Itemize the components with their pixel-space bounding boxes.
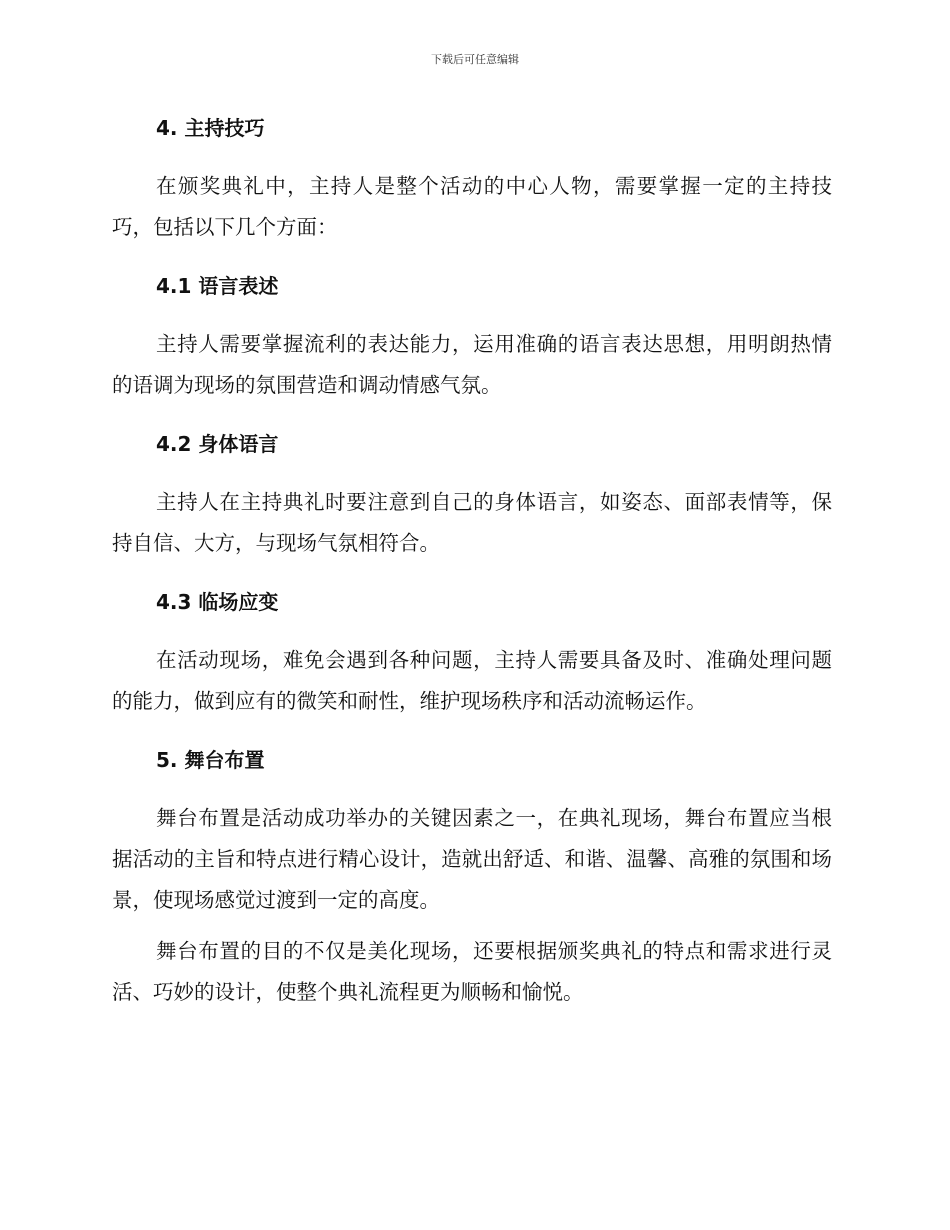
section-heading-4-3: 4.3 临场应变 bbox=[156, 590, 279, 614]
document-body bbox=[112, 112, 832, 1013]
section-5-paragraph: 舞台布置是活动成功举办的关键因素之一，在典礼现场，舞台布置应当根据活动的主旨和特点进行精心设计，造就出舒适、和谐、温馨、高雅的氛围和场景，使现场感觉过渡到一定的高度。 bbox=[112, 806, 832, 912]
section-5-paragraph: 舞台布置的目的不仅是美化现场，还要根据颁奖典礼的特点和需求进行灵活、巧妙的设计，使整个典礼流程更为顺畅和愉悦。 bbox=[112, 939, 832, 1004]
section-heading-5: 5. 舞台布置 bbox=[156, 748, 265, 772]
page-header-note: 下载后可任意编辑 bbox=[431, 53, 519, 66]
section-4-2-text: 主持人在主持典礼时要注意到自己的身体语言，如姿态、面部表情等，保持自信、大方，与现场气氛相符合。 bbox=[112, 490, 832, 555]
section-heading-4: 4. 主持技巧 bbox=[156, 116, 265, 140]
section-heading-4-2: 4.2 身体语言 bbox=[156, 432, 279, 456]
section-4-1-text: 主持人需要掌握流利的表达能力，运用准确的语言表达思想，用明朗热情的语调为现场的氛围营造和调动情感气氛。 bbox=[112, 332, 832, 397]
section-4-intro: 在颁奖典礼中，主持人是整个活动的中心人物，需要掌握一定的主持技巧，包括以下几个方面： bbox=[112, 174, 832, 239]
section-4-3-text: 在活动现场，难免会遇到各种问题，主持人需要具备及时、准确处理问题的能力，做到应有的微笑和耐性，维护现场秩序和活动流畅运作。 bbox=[112, 648, 832, 713]
section-heading-4-1: 4.1 语言表述 bbox=[156, 274, 279, 298]
